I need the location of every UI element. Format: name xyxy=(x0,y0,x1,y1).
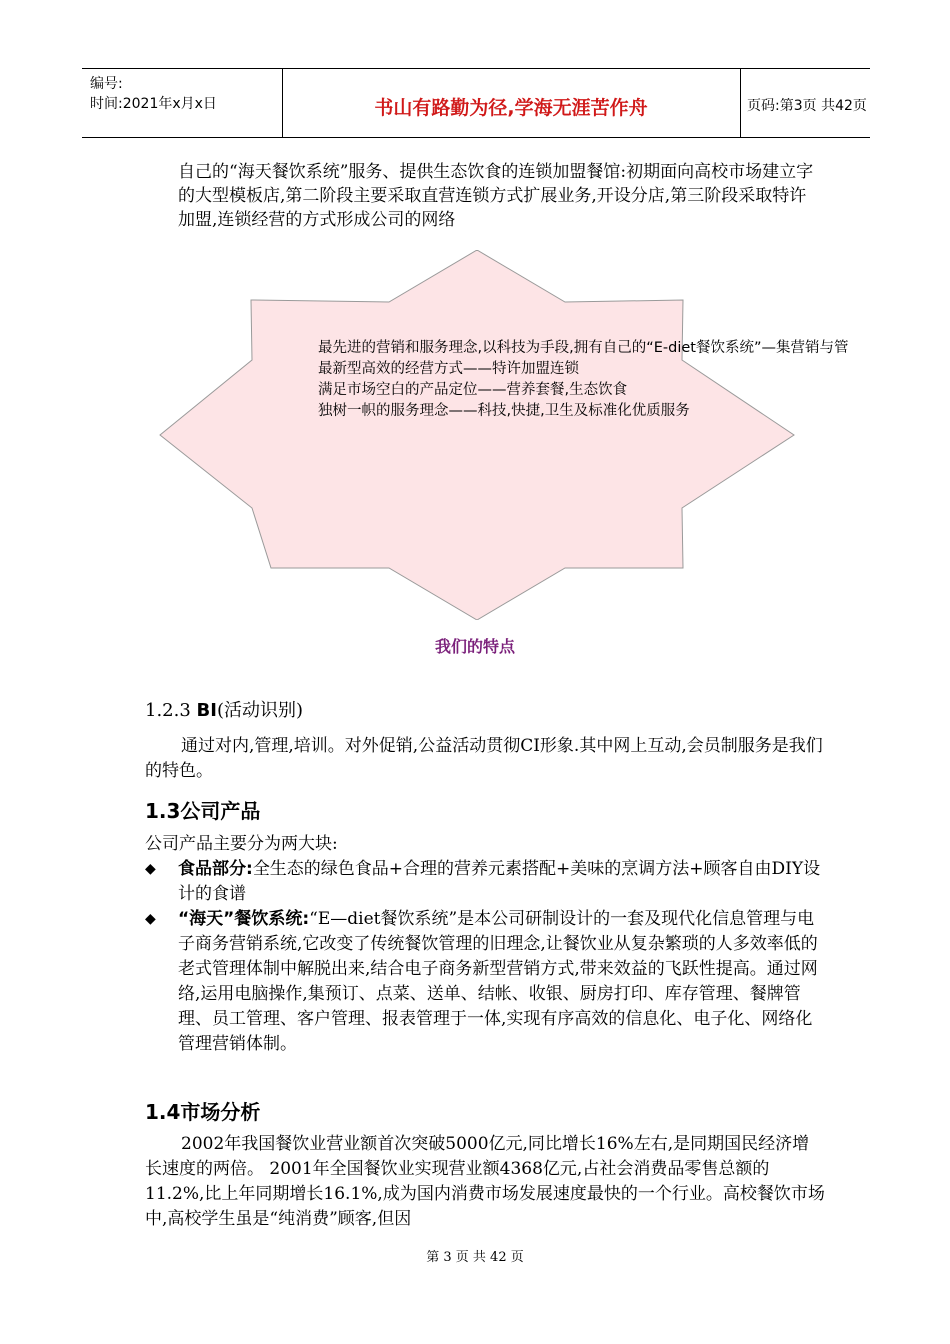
star-caption: 我们的特点 xyxy=(434,637,515,656)
bullet-text: 全生态的绿色食品+合理的营养元素搭配+美味的烹调方法+顾客自由DIY设计的食谱 xyxy=(178,859,821,904)
section-13-intro: 公司产品主要分为两大块: xyxy=(145,834,338,854)
bullet-item xyxy=(178,857,828,907)
star-text-block xyxy=(318,338,950,422)
star-polygon xyxy=(160,250,794,620)
star-line: 最先进的营销和服务理念,以科技为手段,拥有自己的“E-diet餐饮系统”—集营销与管 xyxy=(318,340,849,356)
bullet-item xyxy=(178,907,828,1057)
section-123-title-rest: (活动识别) xyxy=(216,700,304,721)
header-meta-cell xyxy=(82,69,283,137)
section-14-text: 2002年我国餐饮业营业额首次突破5000亿元,同比增长16%左右,是同期国民经济增长速度的两倍。 2001年全国餐饮业实现营业额4368亿元,占社会消费品零售总额的11.2%,比上年同期增长16.1%,成为国内消费市场发展速度最快的一个行业。高校餐饮市场中,高校学生虽是“纯消费”顾客,但因 xyxy=(145,1134,825,1229)
bullet-text: “E—diet餐饮系统”是本公司研制设计的一套及现代化信息管理与电子商务营销系统,它改变了传统餐饮管理的旧理念,让餐饮业从复杂繁琐的人多效率低的老式管理体制中解脱出来,结合电子商务新型营销方式,带来效益的飞跃性提高。通过网络,运用电脑操作,集预订、点菜、送单、结帐、收银、厨房打印、库存管理、餐牌管理、员工管理、客户管理、报表管理于一体,实现有序高效的信息化、电子化、网络化管理营销体制。 xyxy=(178,909,818,1054)
header-page-cell xyxy=(741,69,870,137)
diamond-bullet-icon: ◆ xyxy=(145,911,156,927)
date-label: 时间:2021年x月x日 xyxy=(90,96,217,112)
section-123-heading xyxy=(145,696,303,722)
bullet-lead: 食品部分: xyxy=(178,859,253,879)
section-123-number: 1.2.3 xyxy=(145,700,191,721)
code-label: 编号: xyxy=(90,76,123,92)
section-13-heading: 1.3公司产品 xyxy=(145,799,261,823)
star-line: 满足市场空白的产品定位——营养套餐,生态饮食 xyxy=(318,382,628,398)
star-shape xyxy=(157,250,797,620)
page-label: 页码:第3页 共42页 xyxy=(747,98,867,114)
diamond-bullet-icon: ◆ xyxy=(145,861,156,877)
section-123-text: 通过对内,管理,培训。对外促销,公益活动贯彻CI形象.其中网上互动,会员制服务是我们的特色。 xyxy=(145,736,823,781)
bullet-lead: “海天”餐饮系统: xyxy=(178,909,310,929)
section-14-heading: 1.4市场分析 xyxy=(145,1100,261,1124)
page-footer: 第 3 页 共 42 页 xyxy=(426,1250,524,1265)
motto: 书山有路勤为径,学海无涯苦作舟 xyxy=(374,97,648,119)
intro-paragraph: 自己的“海天餐饮系统”服务、提供生态饮食的连锁加盟餐馆:初期面向高校市场建立字的大型模板店,第二阶段主要采取直营连锁方式扩展业务,开设分店,第三阶段采取特许加盟,连锁经营的方式形成公司的网络 xyxy=(178,162,814,230)
header-motto-cell xyxy=(282,69,741,137)
section-123-title-bold: BI xyxy=(196,700,217,721)
star-line: 最新型高效的经营方式——特许加盟连锁 xyxy=(318,361,579,377)
star-line: 独树一帜的服务理念——科技,快捷,卫生及标准化优质服务 xyxy=(318,403,690,419)
page-header xyxy=(82,68,870,138)
